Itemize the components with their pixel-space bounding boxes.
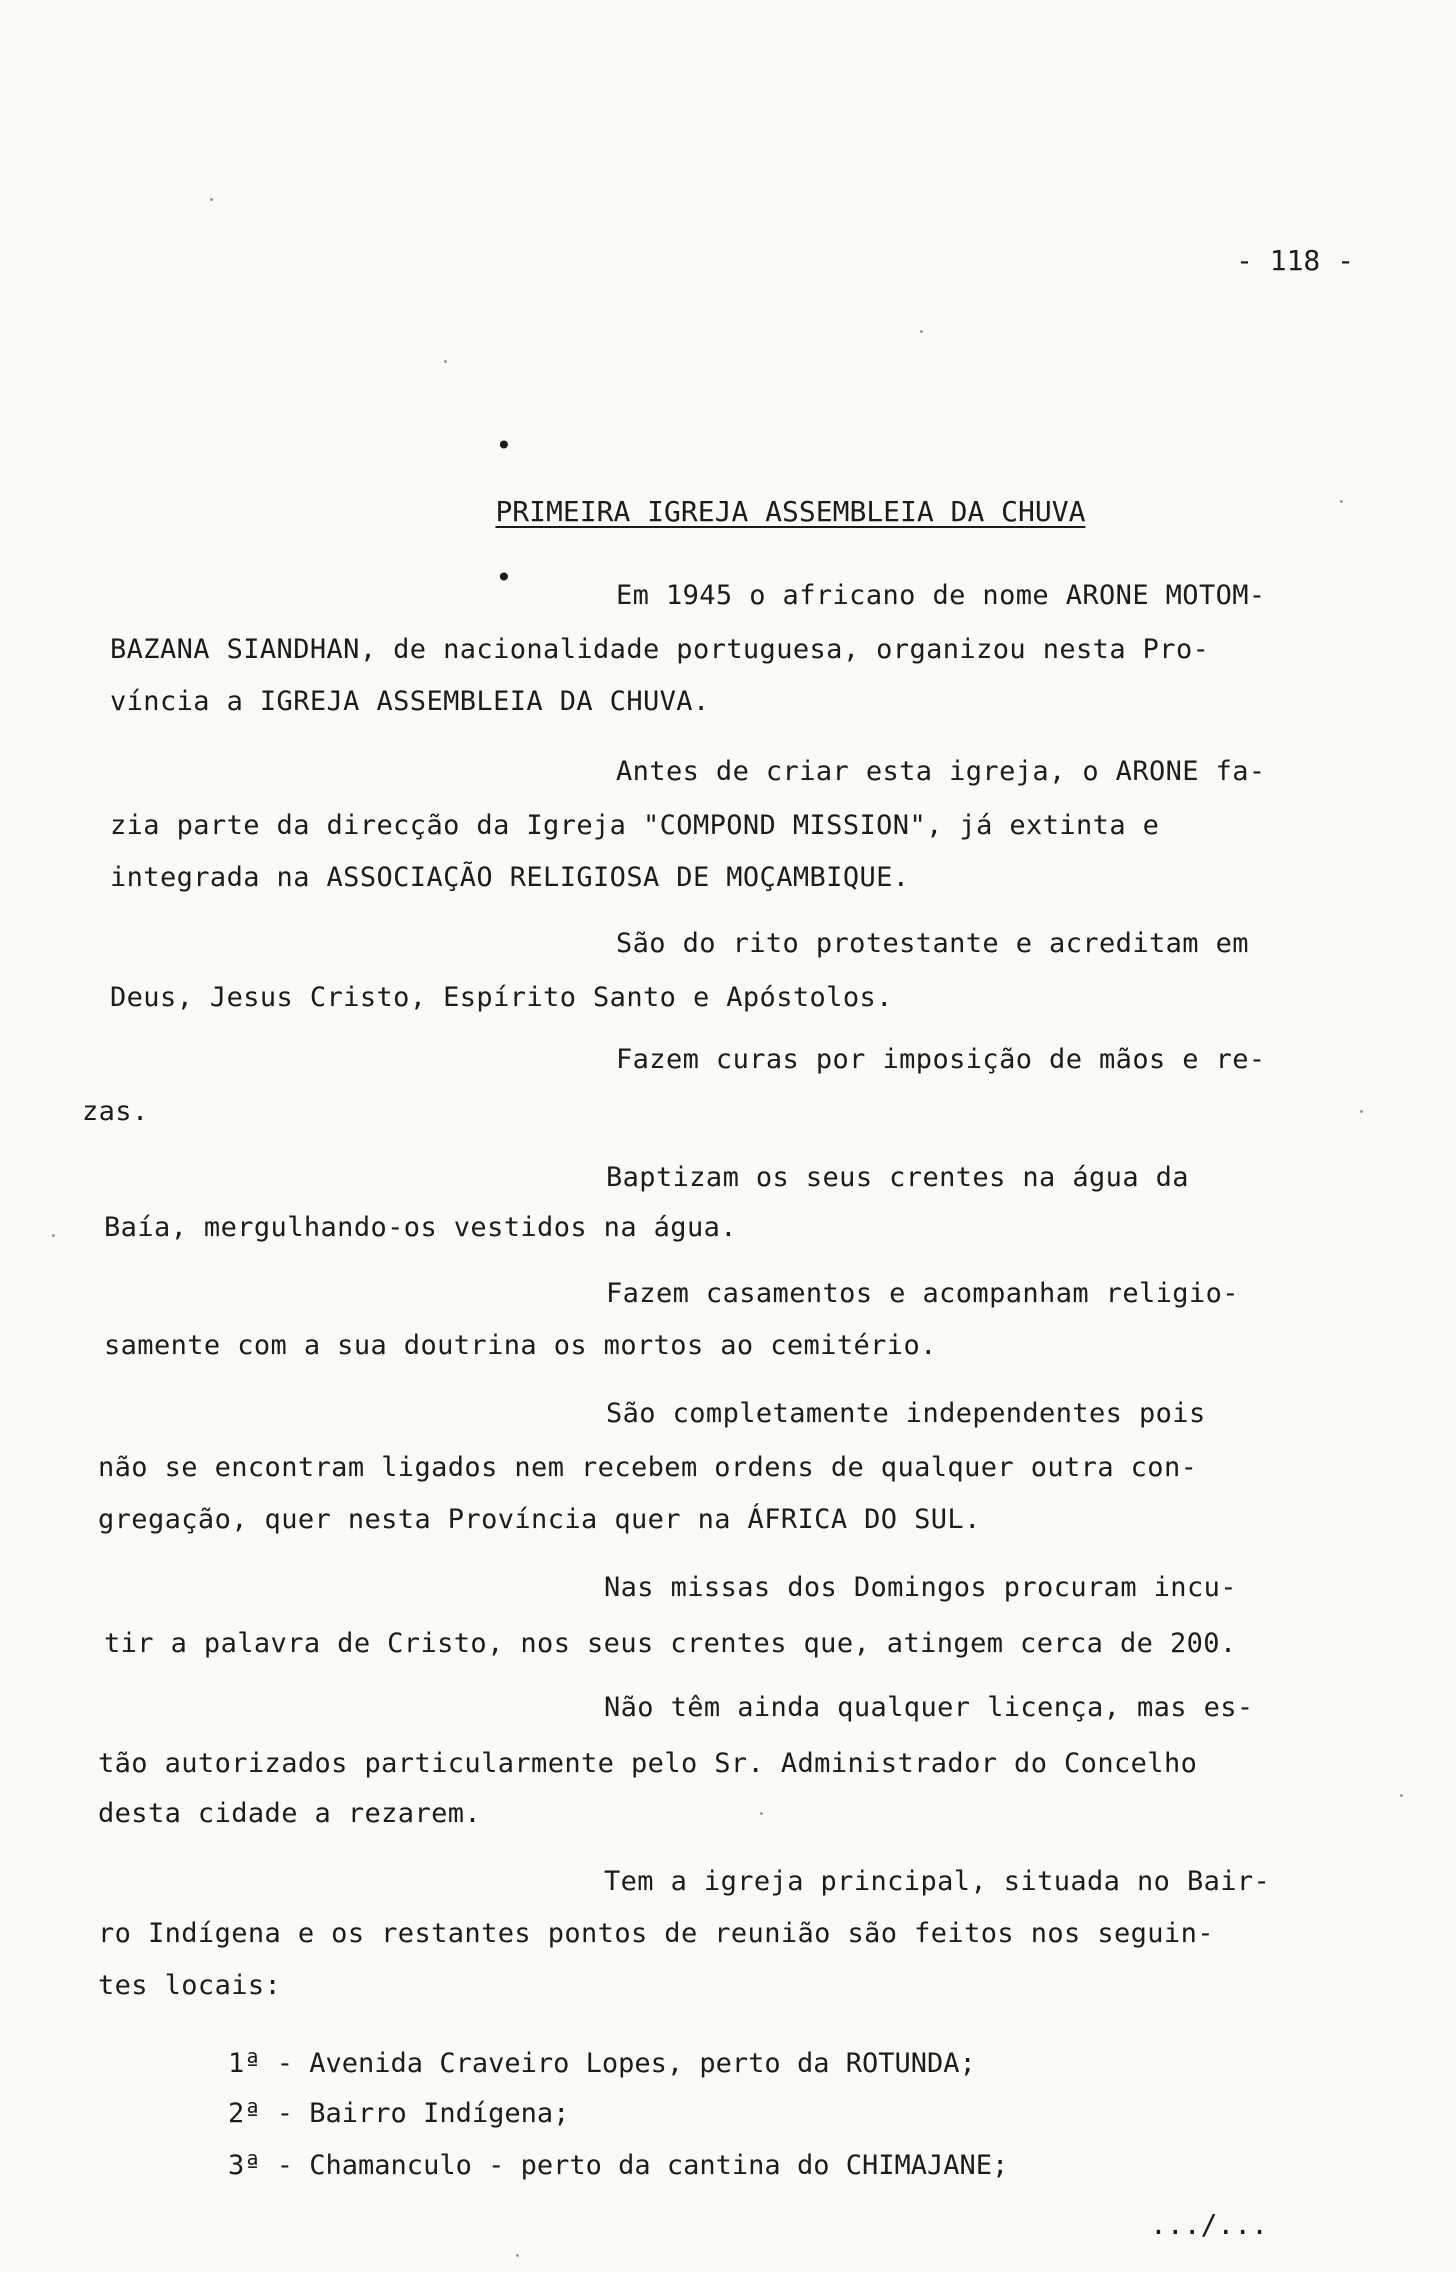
list-item: 3ª - Chamanculo - perto da cantina do CHIMAJANE; <box>228 2150 1009 2181</box>
paragraph-2-line-1: Antes de criar esta igreja, o ARONE fa- <box>616 756 1266 787</box>
paragraph-7-line-3: gregação, quer nesta Província quer na ÁFRICA DO SUL. <box>98 1504 981 1535</box>
scan-speck <box>1360 1110 1363 1113</box>
paragraph-1-line-1: Em 1945 o africano de nome ARONE MOTOM- <box>616 580 1266 611</box>
paragraph-6-line-2: samente com a sua doutrina os mortos ao cemitério. <box>104 1330 937 1361</box>
title-marker-right: • <box>495 561 513 594</box>
list-item: 2ª - Bairro Indígena; <box>228 2098 570 2129</box>
paragraph-9-line-1: Não têm ainda qualquer licença, mas es- <box>604 1692 1254 1723</box>
paragraph-4-line-1: Fazem curas por imposição de mãos e re- <box>616 1044 1266 1075</box>
paragraph-10-line-3: tes locais: <box>98 1970 282 2001</box>
scan-speck <box>920 330 923 333</box>
page-number: - 118 - <box>1236 244 1355 277</box>
paragraph-7-line-2: não se encontram ligados nem recebem ordens de qualquer outra con- <box>98 1452 1198 1483</box>
scan-speck <box>1340 500 1343 503</box>
list-item: 1ª - Avenida Craveiro Lopes, perto da ROTUNDA; <box>228 2048 976 2079</box>
paragraph-9-line-3: desta cidade a rezarem. <box>98 1798 482 1829</box>
scan-speck <box>444 360 447 363</box>
paragraph-6-line-1: Fazem casamentos e acompanham religio- <box>606 1278 1239 1309</box>
paragraph-10-line-1: Tem a igreja principal, situada no Bair- <box>604 1866 1271 1897</box>
paragraph-3-line-1: São do rito protestante e acreditam em <box>616 928 1249 959</box>
scan-speck <box>760 1812 763 1815</box>
title-marker-left: • <box>495 429 513 462</box>
scan-speck <box>516 2254 519 2257</box>
paragraph-5-line-2: Baía, mergulhando-os vestidos na água. <box>104 1212 737 1243</box>
paragraph-2-line-3: integrada na ASSOCIAÇÃO RELIGIOSA DE MOÇAMBIQUE. <box>110 862 910 893</box>
paragraph-1-line-2: BAZANA SIANDHAN, de nacionalidade portuguesa, organizou nesta Pro- <box>110 634 1210 665</box>
paragraph-8-line-2: tir a palavra de Cristo, nos seus crentes que, atingem cerca de 200. <box>104 1628 1237 1659</box>
scan-speck <box>52 1234 55 1237</box>
paragraph-9-line-2: tão autorizados particularmente pelo Sr. Administrador do Concelho <box>98 1748 1198 1779</box>
scan-speck <box>1400 1794 1403 1797</box>
paragraph-7-line-1: São completamente independentes pois <box>606 1398 1206 1429</box>
paragraph-2-line-2: zia parte da direcção da Igreja "COMPOND MISSION", já extinta e <box>110 810 1160 841</box>
paragraph-10-line-2: ro Indígena e os restantes pontos de reunião são feitos nos seguin- <box>98 1918 1214 1949</box>
paragraph-1-line-3: víncia a IGREJA ASSEMBLEIA DA CHUVA. <box>110 686 710 717</box>
paragraph-8-line-1: Nas missas dos Domingos procuram incu- <box>604 1572 1237 1603</box>
scan-speck <box>210 198 213 201</box>
continuation-mark: .../... <box>1150 2208 1269 2241</box>
paragraph-4-line-2: zas. <box>82 1096 149 1127</box>
title-text: PRIMEIRA IGREJA ASSEMBLEIA DA CHUVA <box>495 495 1086 528</box>
paragraph-5-line-1: Baptizam os seus crentes na água da <box>606 1162 1189 1193</box>
paragraph-3-line-2: Deus, Jesus Cristo, Espírito Santo e Apóstolos. <box>110 982 893 1013</box>
